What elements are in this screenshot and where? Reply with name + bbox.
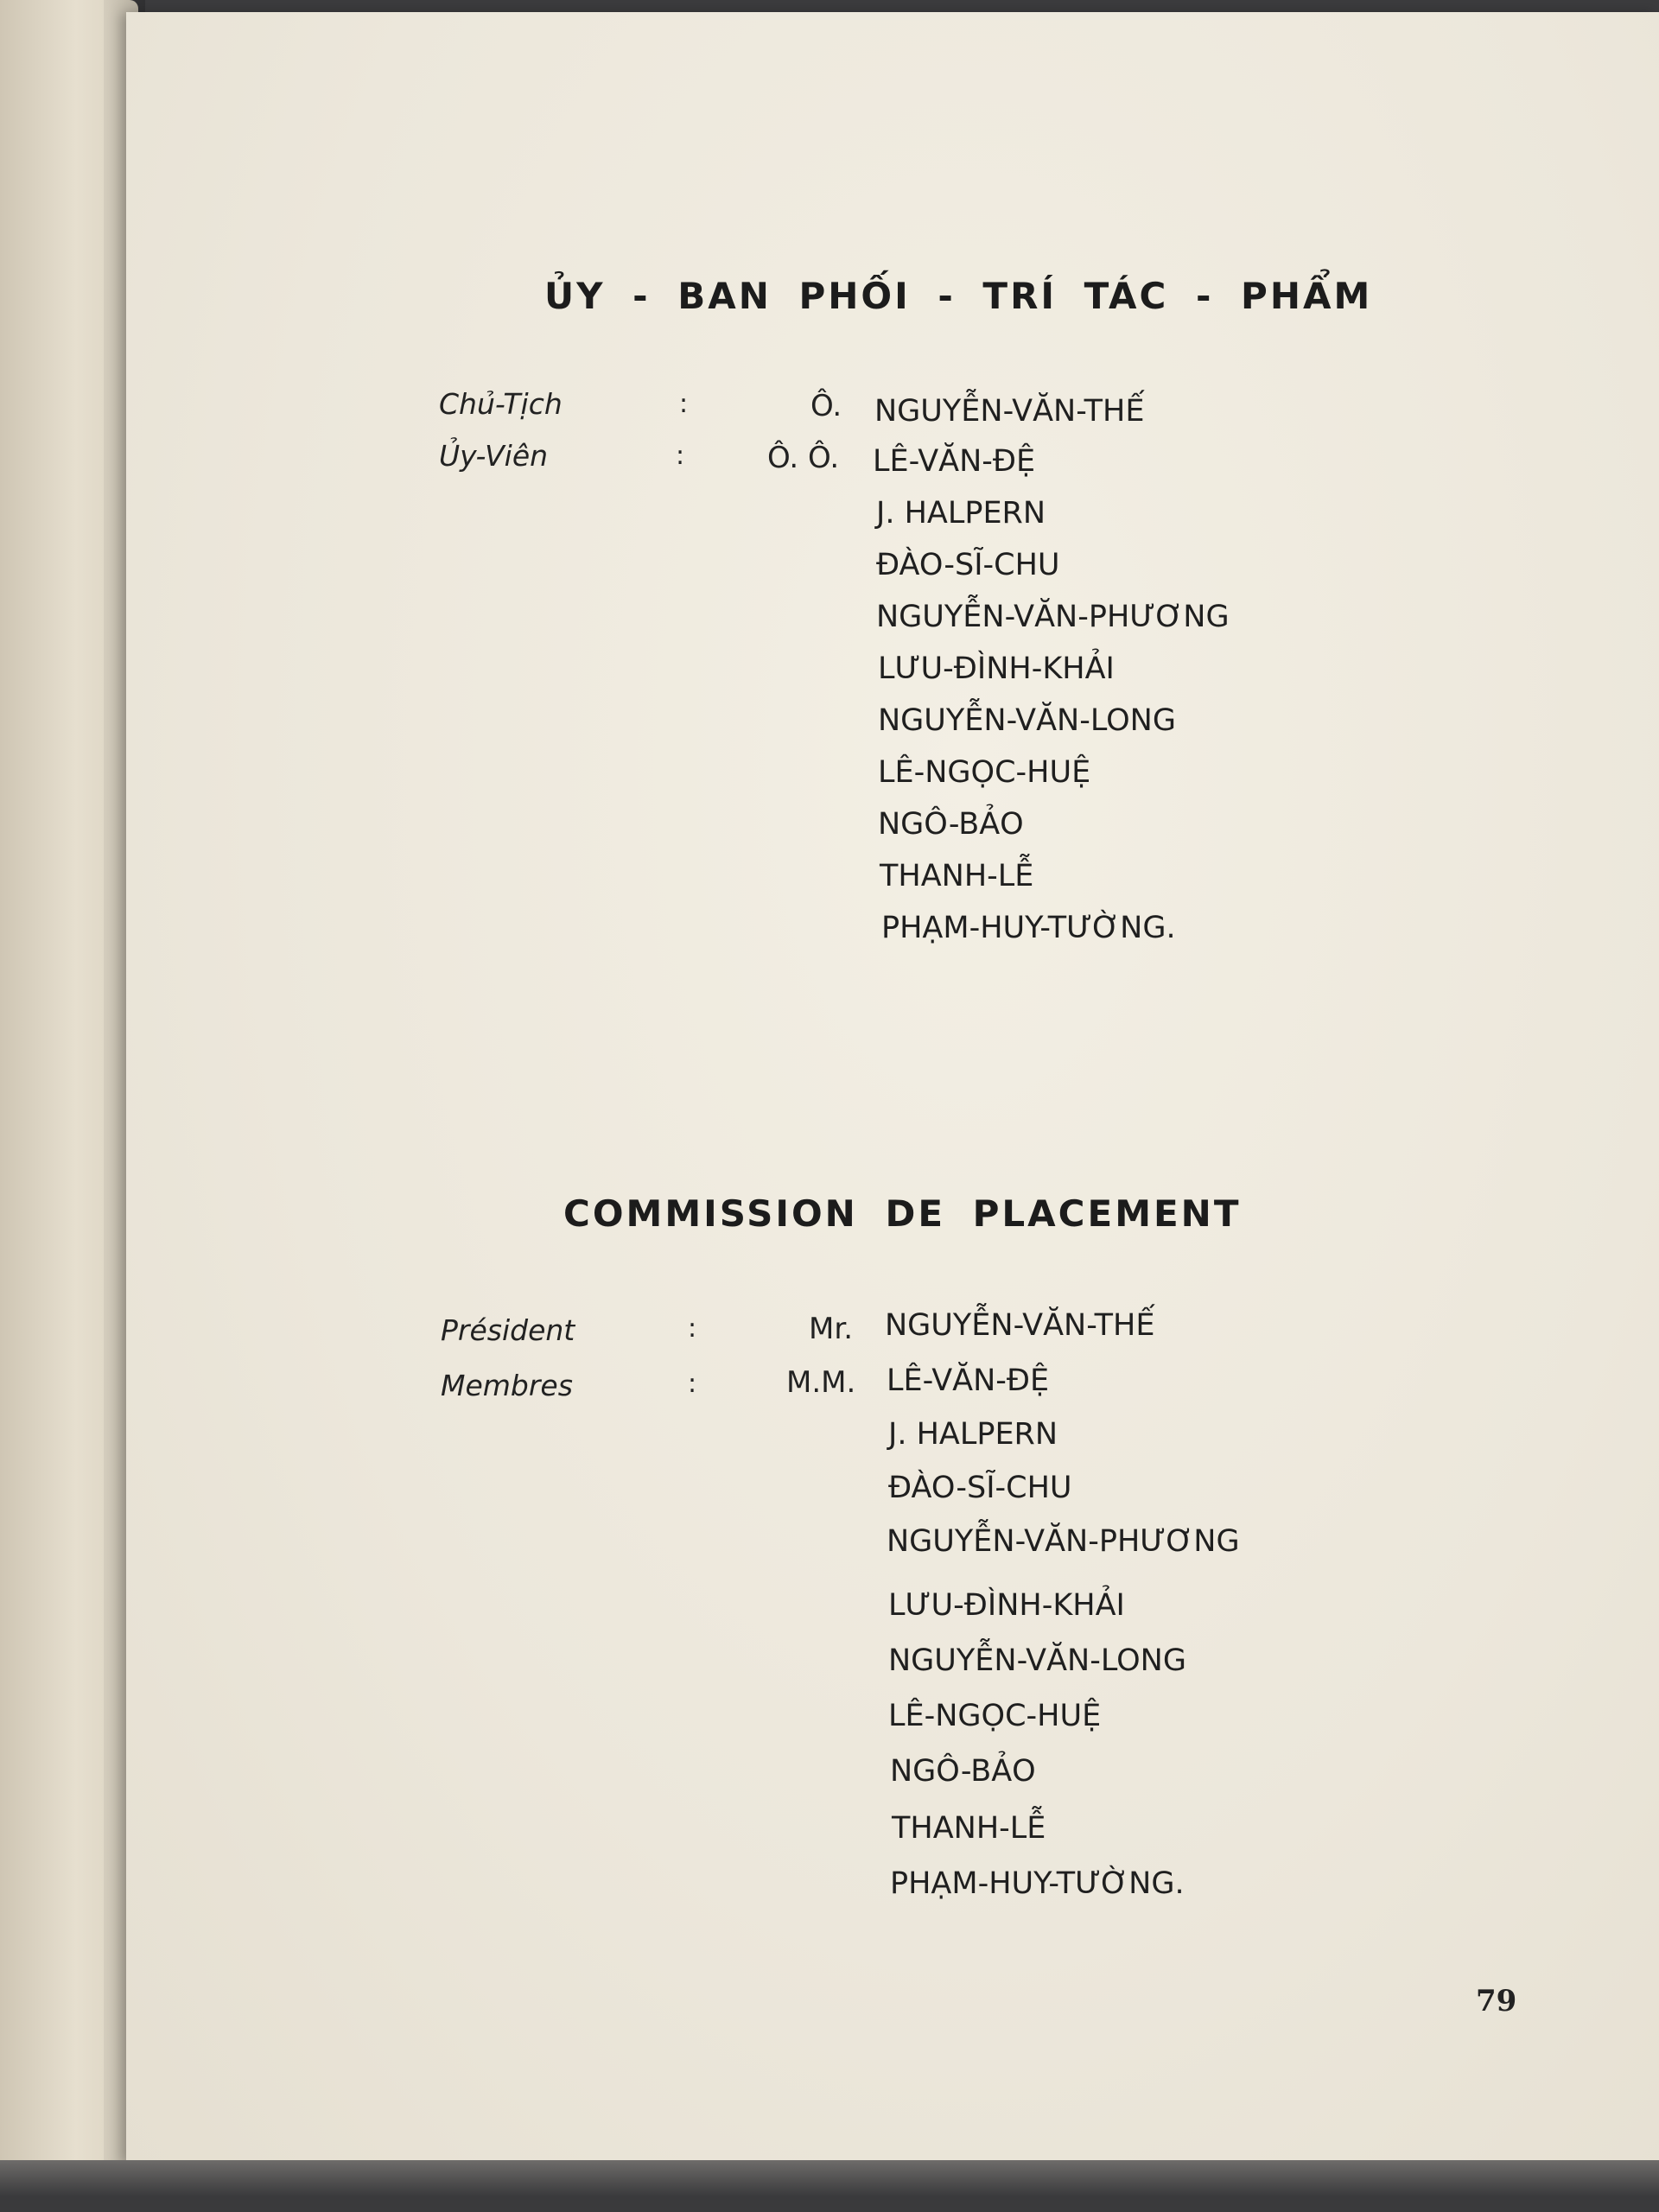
list-item: NGÔ-BẢO <box>890 1754 1036 1789</box>
list-item: ĐÀO-SĨ-CHU <box>876 548 1060 582</box>
list-item: LƯU-ĐÌNH-KHẢI <box>888 1588 1125 1623</box>
section1-members-title: Ô. Ô. <box>767 441 840 475</box>
section2-heading: COMMISSION DE PLACEMENT <box>563 1192 1242 1235</box>
section2-president-name: NGUYỄN-VĂN-THẾ <box>885 1308 1155 1343</box>
list-item: PHẠM-HUY-TƯỜNG. <box>881 911 1176 945</box>
desk-surface <box>0 2160 1659 2212</box>
list-item: LÊ-VĂN-ĐỆ <box>887 1363 1050 1398</box>
page-number: 79 <box>1476 1984 1517 2018</box>
list-item: THANH-LỄ <box>892 1811 1046 1846</box>
section2-members-title: M.M. <box>786 1365 856 1400</box>
section1-members-label: Ủy-Viên <box>439 439 549 473</box>
section1-president-title: Ô. <box>810 389 842 423</box>
section2-members-label: Membres <box>441 1369 573 1402</box>
section1-president-label: Chủ-Tịch <box>439 387 563 421</box>
list-item: NGUYỄN-VĂN-PHƯƠNG <box>887 1524 1240 1559</box>
list-item: PHẠM-HUY-TƯỜNG. <box>890 1866 1185 1901</box>
list-item: LƯU-ĐÌNH-KHẢI <box>878 652 1115 686</box>
list-item: J. HALPERN <box>876 496 1046 531</box>
section1-members-colon: : <box>676 441 685 471</box>
list-item: LÊ-NGỌC-HUỆ <box>888 1699 1102 1733</box>
list-item: LÊ-VĂN-ĐỆ <box>873 444 1036 479</box>
list-item: LÊ-NGỌC-HUỆ <box>878 755 1091 790</box>
list-item: NGÔ-BẢO <box>878 807 1024 842</box>
section1-president-colon: : <box>679 389 689 419</box>
list-item: NGUYỄN-VĂN-LONG <box>878 703 1176 738</box>
section2-members-colon: : <box>688 1369 697 1399</box>
list-item: NGUYỄN-VĂN-LONG <box>888 1643 1186 1678</box>
section1-heading: ỦY - BAN PHỐI - TRÍ TÁC - PHẨM <box>544 275 1373 317</box>
section2-president-title: Mr. <box>809 1312 853 1346</box>
list-item: THANH-LỄ <box>880 859 1034 893</box>
section2-president-colon: : <box>688 1313 697 1344</box>
section2-president-label: Président <box>441 1313 575 1347</box>
list-item: J. HALPERN <box>888 1417 1058 1452</box>
list-item: NGUYỄN-VĂN-PHƯƠNG <box>876 600 1230 634</box>
section1-president-name: NGUYỄN-VĂN-THẾ <box>874 394 1145 429</box>
list-item: ĐÀO-SĨ-CHU <box>888 1471 1072 1505</box>
